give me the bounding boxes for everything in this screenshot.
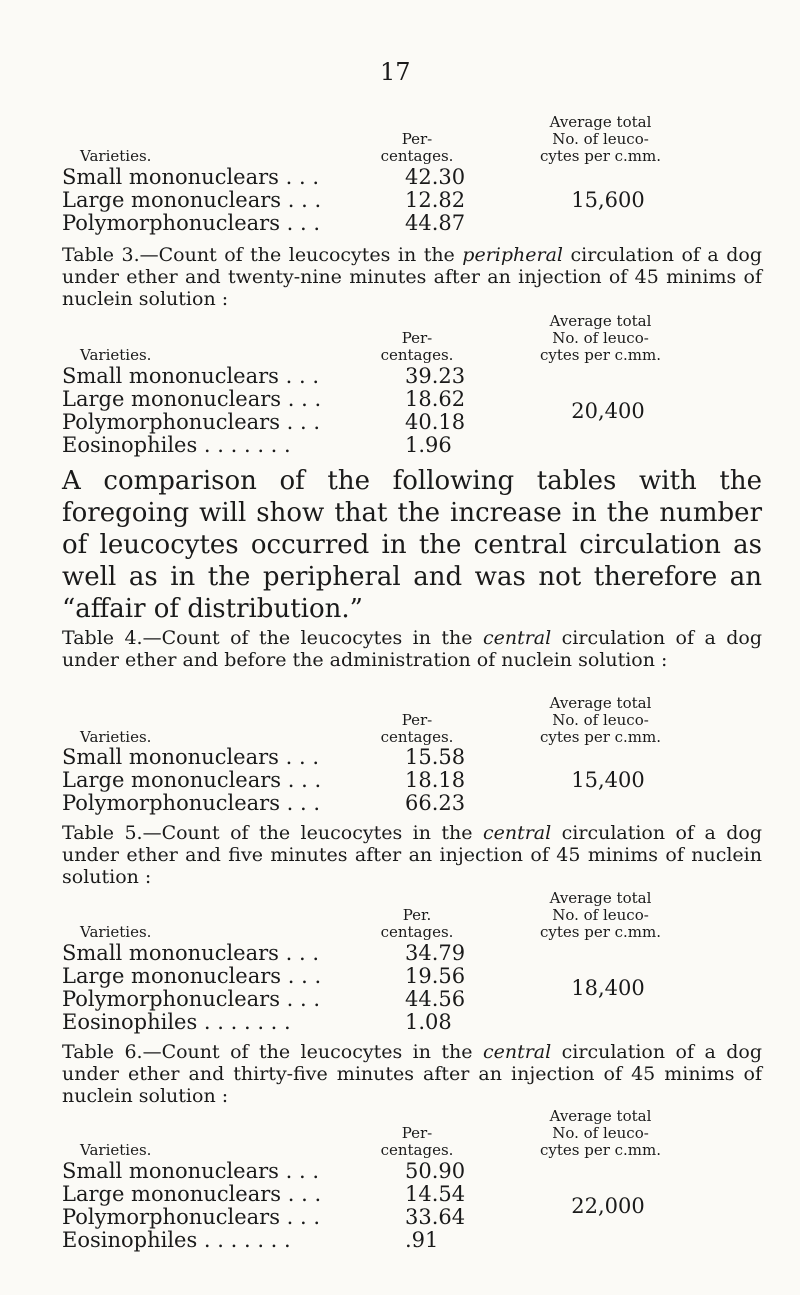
table-row-label: Polymorphonuclears . . . <box>62 987 321 1011</box>
varieties-header: Varieties. <box>80 147 152 165</box>
table-row-value: 1.08 <box>405 1010 452 1034</box>
table-row-label: Small mononuclears . . . <box>62 165 319 189</box>
avg-header-3: cytes per c.mm. <box>539 1141 662 1159</box>
varieties-header: Varieties. <box>80 923 152 941</box>
leucocyte-total: 15,400 <box>571 768 645 792</box>
table-5-caption <box>62 822 762 888</box>
table-row-label: Eosinophiles . . . . . . . <box>62 433 291 457</box>
table-row-value: 66.23 <box>405 791 466 815</box>
table-row-label: Polymorphonuclears . . . <box>62 1205 321 1229</box>
table-6-caption <box>62 1041 762 1107</box>
caption-text: circulation of a dog under ether and thirty-five minutes after an injection of 45 minims of nuclein solution : <box>62 1041 762 1107</box>
table-row-value: 19.56 <box>405 964 466 988</box>
body-paragraph: A comparison of the following tables with the foregoing will show that the increase in the number of leucocytes occurred in the central circulation as well as in the peripheral and was not therefore an “affair of distribution.” <box>62 466 762 624</box>
pct-header-2: centages. <box>380 923 454 941</box>
caption-text: circulation of a dog under ether and five minutes after an injection of 45 minims of nuclein solution : <box>62 822 762 888</box>
table-row-label: Eosinophiles . . . . . . . <box>62 1228 291 1252</box>
table-row-value: 50.90 <box>405 1159 466 1183</box>
table-row-value: 15.58 <box>405 745 466 769</box>
pct-header-2: centages. <box>380 728 454 746</box>
table-row-label: Eosinophiles . . . . . . . <box>62 1010 291 1034</box>
table-row-value: 18.18 <box>405 768 466 792</box>
table-row-value: .91 <box>405 1228 439 1252</box>
varieties-header: Varieties. <box>80 1141 152 1159</box>
avg-header-2: No. of leuco- <box>552 130 649 148</box>
varieties-header: Varieties. <box>80 346 152 364</box>
table-row-value: 34.79 <box>405 941 466 965</box>
avg-header-3: cytes per c.mm. <box>539 728 662 746</box>
avg-header-2: No. of leuco- <box>552 1124 649 1142</box>
varieties-header: Varieties. <box>80 728 152 746</box>
avg-header-1: Average total <box>549 113 652 131</box>
avg-header-3: cytes per c.mm. <box>539 147 662 165</box>
pct-header-1: Per. <box>402 906 432 924</box>
table-row-label: Small mononuclears . . . <box>62 745 319 769</box>
pct-header-1: Per- <box>401 329 433 347</box>
table-4-caption <box>62 627 762 671</box>
caption-text: Table 4.—Count of the leucocytes in the <box>62 627 483 649</box>
pct-header-2: centages. <box>380 346 454 364</box>
pct-header-1: Per- <box>401 711 433 729</box>
table-row-label: Large mononuclears . . . <box>62 1182 322 1206</box>
table-row-label: Polymorphonuclears . . . <box>62 791 321 815</box>
caption-text: circulation of a dog under ether and before the administration of nuclein solution : <box>62 627 762 671</box>
leucocyte-total: 15,600 <box>571 188 645 212</box>
table-row-label: Large mononuclears . . . <box>62 768 322 792</box>
table-row-label: Large mononuclears . . . <box>62 188 322 212</box>
leucocyte-total: 20,400 <box>571 399 645 423</box>
table-row-label: Large mononuclears . . . <box>62 387 322 411</box>
table-row-label: Small mononuclears . . . <box>62 941 319 965</box>
caption-text: Table 3.—Count of the leucocytes in the <box>62 244 463 266</box>
avg-header-1: Average total <box>549 312 652 330</box>
table-row-value: 44.56 <box>405 987 466 1011</box>
pct-header-1: Per- <box>401 130 433 148</box>
pct-header-2: centages. <box>380 1141 454 1159</box>
table-row-label: Polymorphonuclears . . . <box>62 410 321 434</box>
table-row-value: 42.30 <box>405 165 466 189</box>
table-row-value: 1.96 <box>405 433 452 457</box>
pct-header-2: centages. <box>380 147 454 165</box>
avg-header-3: cytes per c.mm. <box>539 346 662 364</box>
table-row-value: 44.87 <box>405 211 466 235</box>
table-row-value: 33.64 <box>405 1205 466 1229</box>
table-row-value: 39.23 <box>405 364 466 388</box>
leucocyte-total: 18,400 <box>571 976 645 1000</box>
table-row-value: 14.54 <box>405 1182 466 1206</box>
caption-emphasis: central <box>482 1041 552 1063</box>
avg-header-1: Average total <box>549 694 652 712</box>
caption-emphasis: central <box>482 627 552 649</box>
table-row-label: Small mononuclears . . . <box>62 1159 319 1183</box>
table-row-value: 12.82 <box>405 188 466 212</box>
caption-emphasis: central <box>482 822 552 844</box>
avg-header-2: No. of leuco- <box>552 906 649 924</box>
pct-header-1: Per- <box>401 1124 433 1142</box>
table-row-label: Small mononuclears . . . <box>62 364 319 388</box>
caption-text: circulation of a dog under ether and twenty-nine minutes after an injection of 45 minims of nuclein solution : <box>62 244 762 310</box>
leucocyte-total: 22,000 <box>571 1194 645 1218</box>
caption-text: Table 6.—Count of the leucocytes in the <box>62 1041 483 1063</box>
page-number: 17 <box>380 58 411 86</box>
avg-header-2: No. of leuco- <box>552 711 649 729</box>
table-row-value: 40.18 <box>405 410 466 434</box>
avg-header-3: cytes per c.mm. <box>539 923 662 941</box>
table-row-label: Large mononuclears . . . <box>62 964 322 988</box>
avg-header-2: No. of leuco- <box>552 329 649 347</box>
caption-emphasis: peripheral <box>462 244 563 266</box>
avg-header-1: Average total <box>549 889 652 907</box>
caption-text: Table 5.—Count of the leucocytes in the <box>62 822 483 844</box>
table-3-caption <box>62 244 762 310</box>
table-row-label: Polymorphonuclears . . . <box>62 211 321 235</box>
avg-header-1: Average total <box>549 1107 652 1125</box>
table-row-value: 18.62 <box>405 387 466 411</box>
